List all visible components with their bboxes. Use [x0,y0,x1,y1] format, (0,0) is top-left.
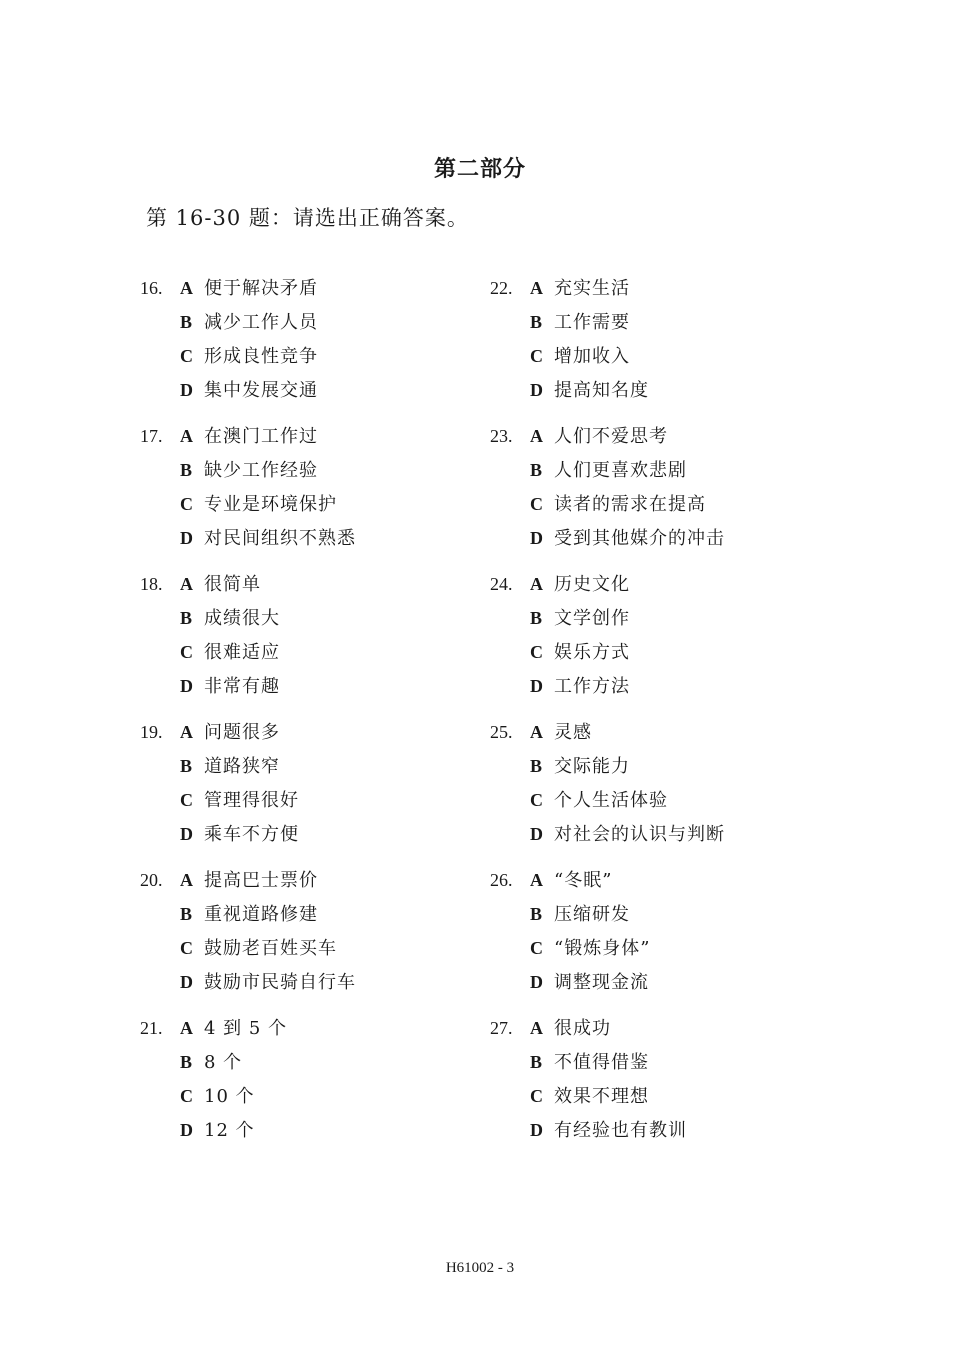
option-text: 道路狭窄 [204,756,280,777]
option-b [180,309,318,335]
option-text: 个人生活体验 [554,790,668,811]
option-letter: D [180,528,193,548]
option-letter: A [180,574,193,594]
option-letter: C [180,642,193,662]
option-d [180,821,299,847]
option-letter: D [180,1120,193,1140]
option-text: 工作方法 [554,676,630,697]
option-letter: A [530,722,543,742]
option-a [530,1015,611,1041]
option-text: 提高巴士票价 [204,870,318,891]
option-text: 专业是环境保护 [204,494,337,515]
option-text: 非常有趣 [204,676,280,697]
option-b [530,901,630,927]
option-c [530,1083,649,1109]
option-letter: A [180,1018,193,1038]
option-a [180,571,261,597]
option-letter: D [180,972,193,992]
option-text: 对民间组织不熟悉 [204,528,356,549]
option-text: 对社会的认识与判断 [554,824,725,845]
option-text: 10 个 [204,1086,255,1107]
question-number: 20. [140,870,163,890]
option-text: 工作需要 [554,312,630,333]
option-d [180,969,356,995]
option-letter: C [530,494,543,514]
option-text: “锻炼身体” [554,938,651,959]
option-letter: A [530,574,543,594]
option-a [180,867,318,893]
option-letter: A [530,426,543,446]
option-text: “冬眠” [554,870,613,891]
option-letter: D [530,972,543,992]
option-c [530,491,706,517]
question-number: 17. [140,426,163,446]
option-letter: C [180,346,193,366]
option-letter: B [530,460,543,480]
option-b [530,753,630,779]
option-d [530,821,725,847]
option-text: 有经验也有教训 [554,1120,687,1141]
option-letter: D [530,1120,543,1140]
page-footer: H61002 - 3 [445,1260,515,1276]
option-b [530,1049,649,1075]
option-text: 4 到 5 个 [204,1018,288,1039]
option-letter: B [180,460,193,480]
option-letter: D [530,824,543,844]
option-text: 8 个 [204,1052,243,1073]
option-text: 人们更喜欢悲剧 [554,460,687,481]
option-text: 管理得很好 [204,790,299,811]
option-letter: C [180,790,193,810]
option-letter: C [530,790,543,810]
option-c [180,1083,255,1109]
option-c [180,491,337,517]
option-text: 读者的需求在提高 [554,494,706,515]
option-text: 充实生活 [554,278,630,299]
option-letter: B [530,756,543,776]
option-a [180,423,318,449]
option-text: 减少工作人员 [204,312,318,333]
option-letter: B [530,608,543,628]
section-title: 第二部分 [433,156,526,182]
option-text: 形成良性竞争 [204,346,318,367]
option-d [180,1117,255,1143]
option-text: 历史文化 [554,574,630,595]
option-text: 缺少工作经验 [204,460,318,481]
option-letter: C [530,938,543,958]
option-a [530,423,668,449]
option-a [530,867,612,893]
option-b [180,1049,242,1075]
option-text: 便于解决矛盾 [204,278,318,299]
option-letter: A [180,426,193,446]
option-text: 提高知名度 [554,380,649,401]
option-c [180,639,280,665]
option-text: 受到其他媒介的冲击 [554,528,725,549]
option-text: 人们不爱思考 [554,426,668,447]
option-letter: B [180,1052,193,1072]
option-d [530,969,649,995]
option-letter: B [180,756,193,776]
option-text: 在澳门工作过 [204,426,318,447]
option-letter: C [180,494,193,514]
option-b [180,753,280,779]
option-a [180,275,318,301]
option-letter: D [530,676,543,696]
option-text: 很简单 [204,574,261,595]
option-letter: A [180,278,193,298]
option-a [180,719,280,745]
option-letter: A [180,870,193,890]
option-letter: D [180,824,193,844]
option-b [530,309,630,335]
question-number: 18. [140,574,163,594]
question-number: 25. [490,722,513,742]
option-text: 乘车不方便 [204,824,299,845]
option-letter: D [530,528,543,548]
option-d [180,377,318,403]
option-letter: C [180,938,193,958]
option-letter: C [530,642,543,662]
option-letter: A [530,278,543,298]
question-number: 16. [140,278,163,298]
option-c [180,935,337,961]
option-text: 增加收入 [554,346,630,367]
option-b [180,457,318,483]
question-number: 22. [490,278,513,298]
option-text: 鼓励市民骑自行车 [204,972,356,993]
option-letter: B [180,312,193,332]
option-letter: A [180,722,193,742]
option-letter: A [530,1018,543,1038]
option-text: 效果不理想 [554,1086,649,1107]
option-text: 问题很多 [204,722,280,743]
option-a [180,1015,287,1041]
option-text: 文学创作 [554,608,630,629]
option-letter: A [530,870,543,890]
question-number: 24. [490,574,513,594]
option-a [530,719,592,745]
option-d [530,1117,687,1143]
option-text: 灵感 [554,722,592,743]
option-text: 压缩研发 [554,904,630,925]
option-text: 娱乐方式 [554,642,630,663]
option-letter: B [180,904,193,924]
option-d [180,525,356,551]
option-d [530,377,649,403]
option-letter: B [530,904,543,924]
option-text: 交际能力 [554,756,630,777]
option-text: 重视道路修建 [204,904,318,925]
instruction-text: 第 16-30 题：请选出正确答案。 [146,206,469,230]
option-b [530,457,687,483]
option-c [530,787,668,813]
option-letter: B [180,608,193,628]
option-d [530,673,630,699]
option-b [180,901,318,927]
question-number: 19. [140,722,163,742]
option-text: 很成功 [554,1018,611,1039]
option-b [180,605,280,631]
question-number: 23. [490,426,513,446]
option-a [530,275,630,301]
option-letter: C [530,346,543,366]
option-d [530,525,725,551]
option-letter: B [530,1052,543,1072]
option-d [180,673,280,699]
option-a [530,571,630,597]
option-text: 鼓励老百姓买车 [204,938,337,959]
option-b [530,605,630,631]
option-c [530,639,630,665]
option-text: 很难适应 [204,642,280,663]
option-c [530,935,650,961]
question-number: 21. [140,1018,163,1038]
question-number: 26. [490,870,513,890]
option-text: 调整现金流 [554,972,649,993]
option-letter: D [180,676,193,696]
option-letter: B [530,312,543,332]
option-c [180,787,299,813]
option-text: 不值得借鉴 [554,1052,649,1073]
option-letter: D [530,380,543,400]
option-text: 12 个 [204,1120,255,1141]
option-c [530,343,630,369]
option-letter: D [180,380,193,400]
question-number: 27. [490,1018,513,1038]
option-text: 集中发展交通 [204,380,318,401]
option-c [180,343,318,369]
option-letter: C [180,1086,193,1106]
option-text: 成绩很大 [204,608,280,629]
option-letter: C [530,1086,543,1106]
